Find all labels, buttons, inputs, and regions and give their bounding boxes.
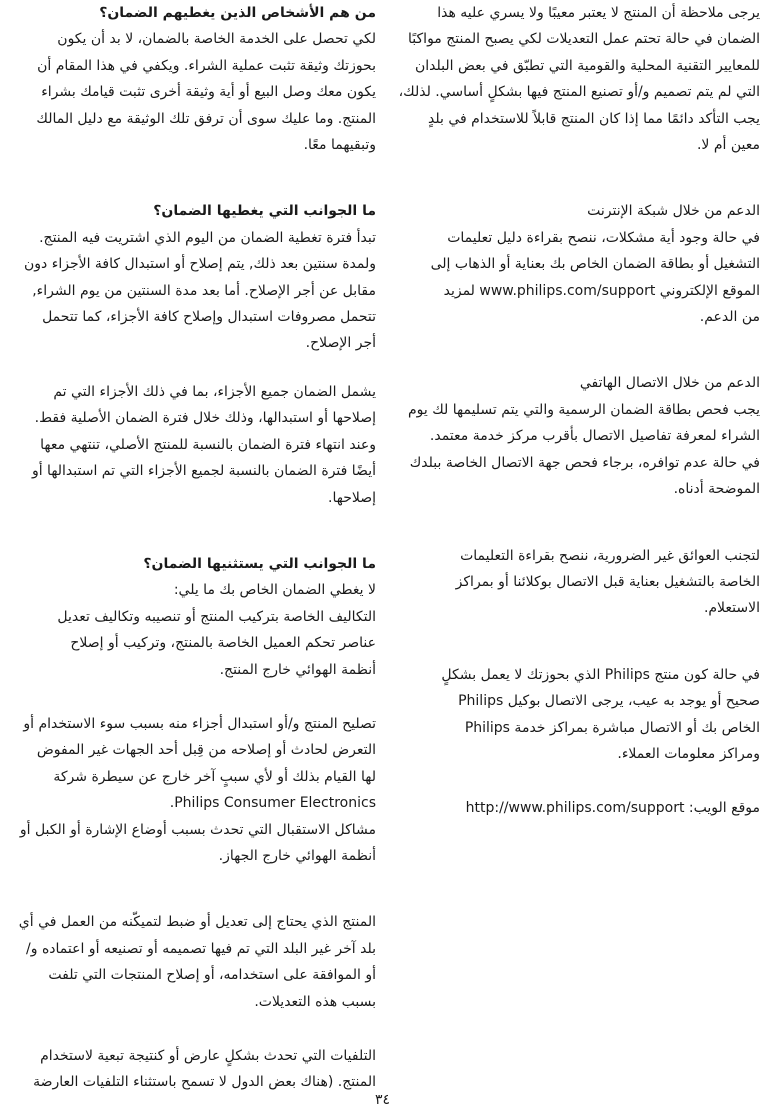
phone-support-title: الدعم من خلال الاتصال الهاتفي bbox=[579, 375, 760, 392]
avoid-inconvenience-paragraph: لتجنب العوائق غير الضرورية، ننصح بقراءة التعليمات الخاصة بالتشغيل بعناية قبل الاتصال بوكلائنا أو بمراكز الاستعلام. bbox=[455, 547, 760, 617]
phone-support-body: يجب فحص بطاقة الضمان الرسمية والتي يتم تسليمها لك يوم الشراء لمعرفة تفاصيل الاتصال بأقرب مركز خدمة معتمد. في حالة عدم توافره، برجاء فحص جهة الاتصال الخاصة ببلدك الموضحة أدناه. bbox=[408, 401, 760, 498]
exclusion-incidental-damage: التلفيات التي تحدث بشكلٍ عارض أو كنتيجة تبعية لاستخدام المنتج. (هناك بعض الدول لا تسمح باستثناء التلفيات العارضة bbox=[33, 1048, 376, 1091]
website-label: موقع الويب: bbox=[688, 800, 760, 817]
left-column bbox=[6, 0, 376, 1096]
what-is-covered-heading: ما الجوانب التي يغطيها الضمان؟ bbox=[153, 203, 376, 220]
exclusion-reception: مشاكل الاستقبال التي تحدث بسبب أوضاع الإشارة أو الكبل أو أنظمة الهوائي خارج الجهاز. bbox=[19, 821, 376, 864]
exclusion-misuse: تصليح المنتج و/أو استبدال أجزاء منه بسبب سوء الاستخدام أو التعرض لحادث أو إصلاحه من قِبل أحد الجهات غير المفوض لها القيام بذلك أو لأي سببٍ آخر خارج عن سيطرة شركة Philips Consumer Electronics. bbox=[23, 715, 376, 812]
internet-support-title: الدعم من خلال شبكة الإنترنت bbox=[587, 203, 760, 220]
parts-coverage-paragraph: يشمل الضمان جميع الأجزاء، بما في ذلك الأجزاء التي تم إصلاحها أو استبدالها، وذلك خلال فترة الضمان الأصلية فقط. وعند انتهاء فترة الضمان بالنسبة للمنتج الأصلي، تنتهي معها أيضًا فترة الضمان بالنسبة لجميع الأجزاء التي تم استبدالها أو إصلاحها. bbox=[31, 383, 376, 506]
page-number: ٣٤ bbox=[374, 1092, 391, 1108]
exclusions-intro: لا يغطي الضمان الخاص بك ما يلي: bbox=[173, 582, 376, 599]
who-is-covered-heading: من هم الأشخاص الذين يغطيهم الضمان؟ bbox=[99, 5, 376, 21]
exclusion-installation: التكاليف الخاصة بتركيب المنتج أو تنصيبه وتكاليف تعديل عناصر تحكم العميل الخاصة بالمنتج، وتركيب أو إصلاح أنظمة الهوائي خارج المنتج. bbox=[57, 608, 376, 678]
exclusion-modification: المنتج الذي يحتاج إلى تعديل أو ضبط لتميكّنه من العمل في أي بلد آخر غير البلد التي تم فيها تصميمه أو تصنيعه أو اعتماده و/ أو الموافقة على استخدامه، أو إصلاح المنتجات التي تلفت بسبب هذه التعديلات. bbox=[18, 914, 376, 1010]
who-is-covered-body: لكي تحصل على الخدمة الخاصة بالضمان، لا بد أن يكون بحوزتك وثيقة تثبت عملية الشراء. ويكفي في هذا المقام أن يكون معك وصل البيع أو أية وثيقة أخرى تثبت قيامك بشراء المنتج. وما عليك سوى أن ترفق تلك الوثيقة مع دليل المالك وتبقيهما معًا. bbox=[36, 31, 376, 154]
right-column bbox=[388, 0, 760, 822]
what-is-covered-body: تبدأ فترة تغطية الضمان من اليوم الذي اشتريت فيه المنتج. ولمدة سنتين بعد ذلك, يتم إصلاح أو استبدال كافة الأجزاء دون مقابل عن أجر الإصلاح. أما بعد مدة السنتين من يوم الشراء, تتحمل مصروفات استبدال وإصلاح كافة الأجزاء، كما تتحمل أجر الإصلاح. bbox=[24, 229, 376, 352]
malfunction-paragraph: في حالة كون منتج Philips الذي بحوزتك لا يعمل بشكلٍ صحيح أو يوجد به عيب، يرجى الاتصال بوكيل Philips الخاص بك أو الاتصال مباشرة بمراكز خدمة Philips ومراكز معلومات العملاء. bbox=[441, 666, 760, 762]
internet-support-body: في حالة وجود أية مشكلات، ننصح بقراءة دليل تعليمات التشغيل أو بطاقة الضمان الخاص بك بعناية أو الذهاب إلى الموقع الإلكتروني www.philips.com/support لمزيد من الدعم. bbox=[430, 229, 760, 326]
website-url[interactable]: http://www.philips.com/support bbox=[465, 800, 685, 817]
website-line bbox=[388, 795, 760, 821]
what-is-excluded-heading: ما الجوانب التي يستثنيها الضمان؟ bbox=[143, 555, 376, 572]
warranty-note-paragraph: يرجى ملاحظة أن المنتج لا يعتبر معيبًا ولا يسري عليه هذا الضمان في حالة تحتم عمل التعديلات لكي يصبح المنتج مواكبًا للمعايير التقنية المحلية والقومية التي تطبّق في بعض البلدان التي لم يتم تصميم و/أو تصنيع المنتج فيها بشكلٍ أساسي. لذلك، يجب التأكد دائمًا مما إذا كان المنتج قابلاً للاستخدام في بلدٍ معين أم لا. bbox=[398, 5, 760, 154]
